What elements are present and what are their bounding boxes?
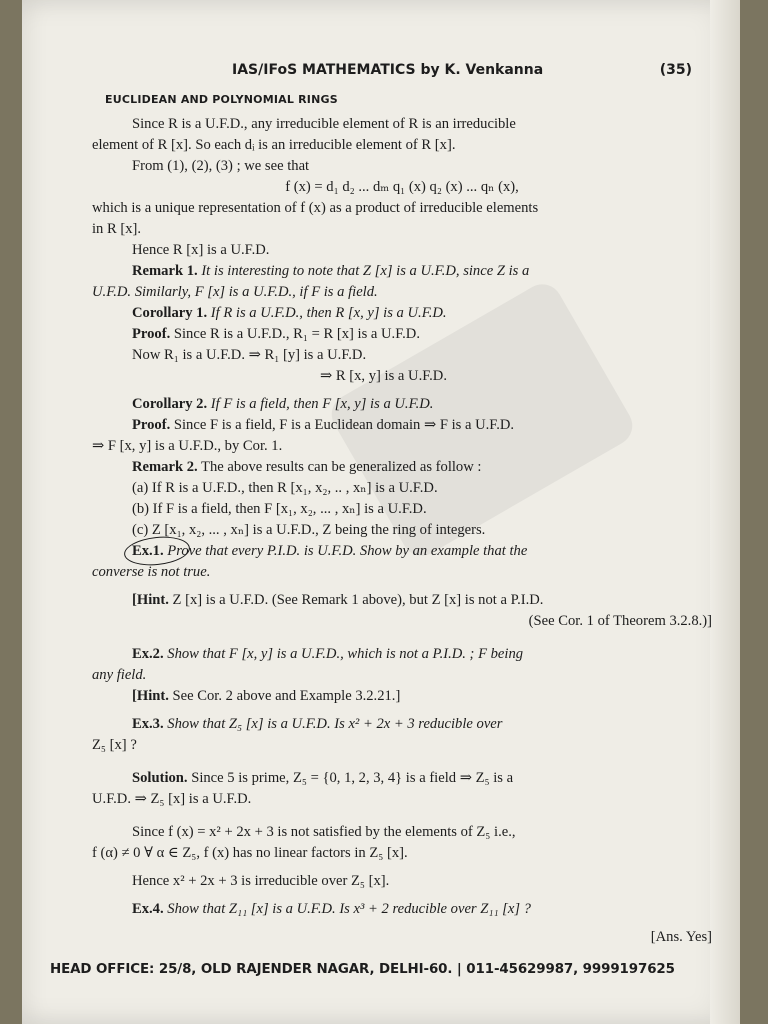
book-page	[22, 0, 740, 1024]
text-line: U.F.D. ⇒ Z₅ [x] is a U.F.D.	[92, 791, 252, 807]
page-number: (35)	[659, 62, 692, 78]
text-line: element of R [x]. So each dᵢ is an irreducible element of R [x].	[92, 137, 456, 153]
corollary-label: Corollary 2.	[132, 396, 208, 412]
example-label: Ex.2.	[132, 646, 164, 662]
proof-2	[92, 415, 712, 436]
solution-text: Since 5 is prime, Z₅ = {0, 1, 2, 3, 4} is a field ⇒ Z₅ is a	[187, 770, 514, 786]
section-title: EUCLIDEAN AND POLYNOMIAL RINGS	[105, 93, 338, 106]
page-content	[92, 114, 712, 948]
corollary-label: Corollary 1.	[132, 305, 208, 321]
text-line: any field.	[92, 667, 147, 683]
text-line: U.F.D. Similarly, F [x] is a U.F.D., if F is a field.	[92, 284, 378, 300]
example-1	[92, 541, 712, 562]
proof-1	[92, 324, 712, 345]
text-line: Since f (x) = x² + 2x + 3 is not satisfied by the elements of Z₅ i.e.,	[132, 824, 516, 840]
remark-2	[92, 457, 712, 478]
book-title: IAS/IFoS MATHEMATICS by K. Venkanna	[232, 62, 544, 78]
text-line: Z₅ [x] ?	[92, 737, 137, 753]
remark-text: It is interesting to note that Z [x] is a U.F.D, since Z is a	[197, 263, 530, 279]
list-item: (c) Z [x₁, x₂, ... , xₙ] is a U.F.D., Z being the ring of integers.	[132, 522, 486, 538]
list-item: (a) If R is a U.F.D., then R [x₁, x₂, .. , xₙ] is a U.F.D.	[132, 480, 438, 496]
running-header	[232, 62, 692, 78]
remark-label: Remark 2.	[132, 459, 198, 475]
proof-label: Proof.	[132, 326, 171, 342]
hint-text: Z [x] is a U.F.D. (See Remark 1 above), but Z [x] is not a P.I.D.	[168, 592, 544, 608]
solution	[92, 768, 712, 789]
proof-text: Since F is a field, F is a Euclidean domain ⇒ F is a U.F.D.	[170, 417, 515, 433]
hint-1	[92, 590, 712, 611]
text-line: From (1), (2), (3) ; we see that	[132, 158, 310, 174]
footer-address: HEAD OFFICE: 25/8, OLD RAJENDER NAGAR, DELHI-60. | 011-45629987, 9999197625	[50, 962, 675, 977]
text-line: Hence x² + 2x + 3 is irreducible over Z₅ [x].	[132, 873, 390, 889]
hint-reference: (See Cor. 1 of Theorem 3.2.8.)]	[528, 613, 712, 629]
text-line: ⇒ F [x, y] is a U.F.D., by Cor. 1.	[92, 438, 283, 454]
example-text: Show that Z₁₁ [x] is a U.F.D. Is x³ + 2 reducible over Z₁₁ [x] ?	[163, 901, 531, 917]
corollary-text: If R is a U.F.D., then R [x, y] is a U.F.D.	[207, 305, 447, 321]
example-2	[92, 644, 712, 665]
example-label: Ex.1.	[132, 541, 164, 562]
corollary-2	[92, 394, 712, 415]
remark-label: Remark 1.	[132, 263, 198, 279]
proof-text: Since R is a U.F.D., R₁ = R [x] is a U.F.D.	[170, 326, 420, 342]
hint-2	[92, 686, 712, 707]
hint-label: [Hint.	[132, 592, 169, 608]
example-label: Ex.3.	[132, 716, 164, 732]
hint-label: [Hint.	[132, 688, 169, 704]
text-line: Since R is a U.F.D., any irreducible element of R is an irreducible	[132, 116, 516, 132]
remark-1	[92, 261, 712, 282]
example-3	[92, 714, 712, 735]
proof-label: Proof.	[132, 417, 171, 433]
example-4	[92, 899, 712, 920]
text-line: Now R₁ is a U.F.D. ⇒ R₁ [y] is a U.F.D.	[132, 347, 367, 363]
answer: [Ans. Yes]	[650, 929, 712, 945]
list-item: (b) If F is a field, then F [x₁, x₂, ... , xₙ] is a U.F.D.	[132, 501, 427, 517]
remark-text: The above results can be generalized as follow :	[197, 459, 482, 475]
example-text: Show that Z₅ [x] is a U.F.D. Is x² + 2x + 3 reducible over	[163, 716, 503, 732]
text-line: in R [x].	[92, 221, 142, 237]
text-line: converse is not true.	[92, 564, 211, 580]
example-label: Ex.4.	[132, 901, 164, 917]
page-gutter	[710, 0, 740, 1024]
text-line: Hence R [x] is a U.F.D.	[132, 242, 270, 258]
hint-text: See Cor. 2 above and Example 3.2.21.]	[168, 688, 401, 704]
text-line: ⇒ R [x, y] is a U.F.D.	[320, 368, 447, 384]
equation: f (x) = d₁ d₂ ... dₘ q₁ (x) q₂ (x) ... qₙ (x),	[285, 179, 519, 195]
text-line: which is a unique representation of f (x) as a product of irreducible elements	[92, 200, 539, 216]
solution-label: Solution.	[132, 770, 188, 786]
corollary-1	[92, 303, 712, 324]
corollary-text: If F is a field, then F [x, y] is a U.F.D.	[207, 396, 434, 412]
example-text: Show that F [x, y] is a U.F.D., which is not a P.I.D. ; F being	[163, 646, 524, 662]
example-text: Prove that every P.I.D. is U.F.D. Show by an example that the	[163, 543, 528, 559]
text-line: f (α) ≠ 0 ∀ α ∈ Z₅, f (x) has no linear factors in Z₅ [x].	[92, 845, 408, 861]
